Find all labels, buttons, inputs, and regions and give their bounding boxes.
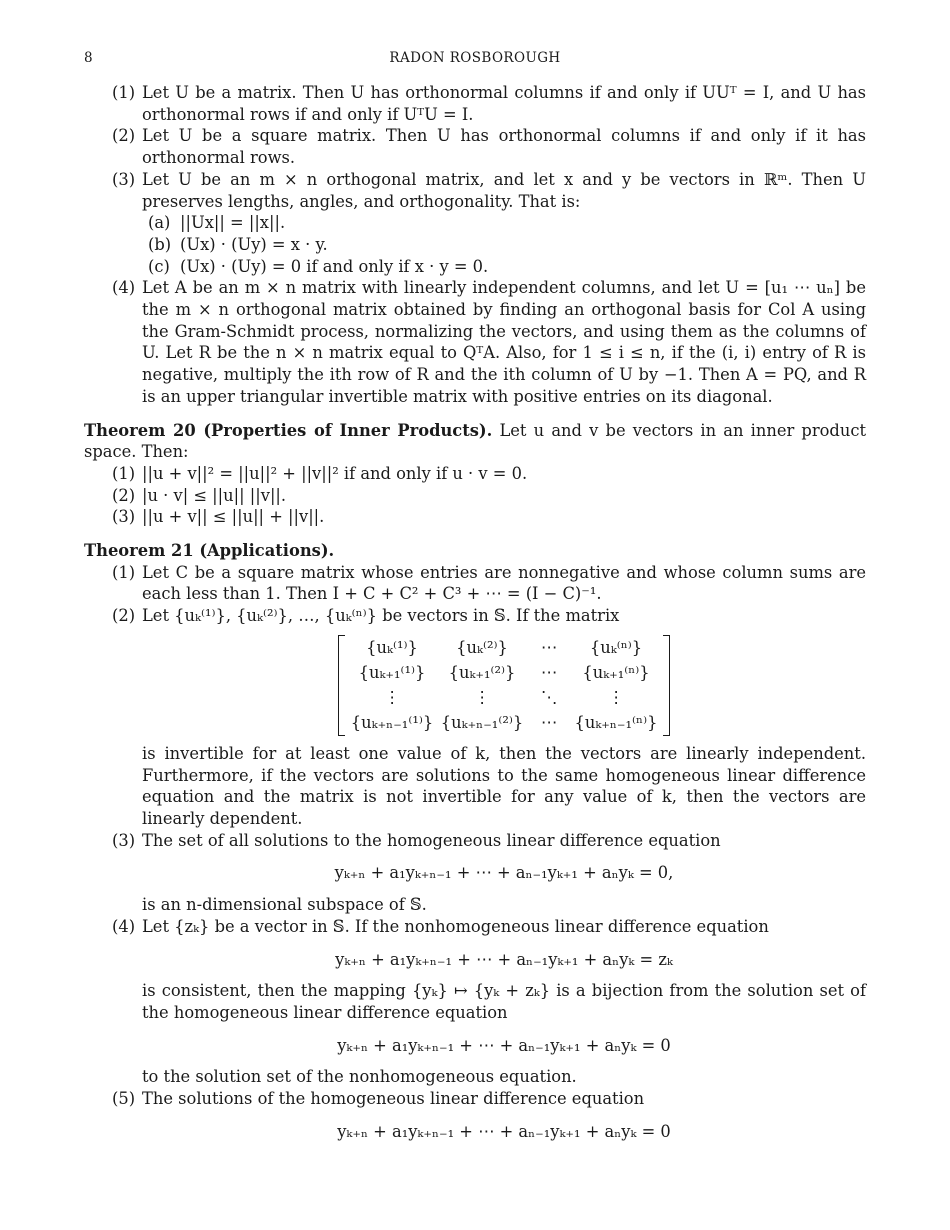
item-text: |u · v| ≤ ||u|| ||v||. [142,485,287,505]
display-equation: yₖ₊ₙ + a₁yₖ₊ₙ₋₁ + ⋯ + aₙ₋₁yₖ₊₁ + aₙyₖ = 0 [337,1035,671,1055]
item-number: (4) [112,916,136,936]
list-item [84,82,866,125]
list-item [84,463,866,485]
matrix-cell: {uₖ⁽ⁿ⁾} [589,637,643,657]
matrix-cell: ⋯ [540,637,558,657]
theorem-20-list [84,463,866,528]
theorem-title: Theorem 21 (Applications). [84,541,335,561]
sub-item [142,212,866,234]
list-item [84,562,866,605]
sub-item [142,256,866,278]
left-bracket [338,635,345,736]
item-number: (3) [112,830,136,850]
sub-item-text: (Ux) · (Uy) = 0 if and only if x · y = 0. [180,256,489,276]
sub-item-number: (c) [148,256,170,276]
theorem-title: Theorem 20 (Properties of Inner Products). [84,420,493,440]
item-continuation: is consistent, then the mapping {yₖ} ↦ {yₖ + zₖ} is a bijection from the solution set of the homogeneous linear difference equation [142,981,866,1022]
item-text: ||u + v|| ≤ ||u|| + ||v||. [142,507,325,527]
page-header [84,48,866,68]
item-number: (2) [112,126,136,146]
sub-item [142,234,866,256]
matrix-cell: {uₖ₊ₙ₋₁⁽ⁿ⁾} [574,712,658,732]
matrix-cell: {uₖ⁽²⁾} [456,637,508,657]
list-item [84,125,866,168]
item-text: Let {uₖ⁽¹⁾}, {uₖ⁽²⁾}, …, {uₖ⁽ⁿ⁾} be vectors in 𝕊. If the matrix [142,606,620,626]
matrix-cell: ⋯ [540,662,558,682]
display-equation: yₖ₊ₙ + a₁yₖ₊ₙ₋₁ + ⋯ + aₙ₋₁yₖ₊₁ + aₙyₖ = zₖ [335,949,673,969]
list-item [84,169,866,278]
item-number: (1) [112,463,136,483]
display-equation: yₖ₊ₙ + a₁yₖ₊ₙ₋₁ + ⋯ + aₙ₋₁yₖ₊₁ + aₙyₖ = 0 [337,1121,671,1141]
item-number: (3) [112,507,136,527]
item-continuation: is invertible for at least one value of k, then the vectors are linearly independent. Furthermore, if the vectors are solutions to the same homogeneous linear difference equation and the matrix is not invertible for any value of k, then the vectors are linearly dependent. [142,743,866,828]
item-number: (1) [112,83,136,102]
page-number: 8 [84,50,93,66]
matrix-cell: ⋯ [540,712,558,732]
matrix-cell: ⋮ [473,687,491,707]
orthogonal-matrix-list [84,82,866,408]
item-number: (2) [112,485,136,505]
list-item [84,506,866,528]
item-number: (4) [112,278,136,298]
list-item [84,830,866,916]
sub-item-number: (a) [148,213,171,233]
item-text: ||u + v||² = ||u||² + ||v||² if and only if u · v = 0. [142,463,528,483]
list-item [84,605,866,830]
matrix-cell: {uₖ₊ₙ₋₁⁽¹⁾} [350,712,434,732]
matrix-cell: ⋱ [540,687,558,707]
matrix-cell: {uₖ₊₁⁽¹⁾} [358,662,426,682]
list-item [84,277,866,407]
item-text: Let U be a square matrix. Then U has orthonormal columns if and only if it has orthonormal rows. [142,126,866,168]
matrix-cell: ⋮ [383,687,401,707]
item-text: Let C be a square matrix whose entries are nonnegative and whose column sums are each less than 1. Then I + C + C² + C³ + ⋯ = (I − C)⁻¹. [142,562,866,604]
item-text: The solutions of the homogeneous linear difference equation [142,1089,645,1109]
right-bracket [663,635,670,736]
wronskian-matrix [142,635,866,736]
page-content [84,82,866,1152]
matrix-cell: {uₖ₊₁⁽²⁾} [448,662,516,682]
theorem-21 [84,540,866,562]
item-number: (5) [112,1089,136,1109]
sub-list [142,212,866,277]
matrix-cell: {uₖ⁽¹⁾} [366,637,418,657]
sub-item-text: (Ux) · (Uy) = x · y. [180,234,328,254]
item-text: Let A be an m × n matrix with linearly independent columns, and let U = [u₁ ⋯ uₙ] be the m × n orthogonal matrix obtained by finding an orthogonal basis for Col A using the Gram-Schmidt process, normalizing the vectors, and using them as the columns of U. Let R be the n × n matrix equal to QᵀA. Also, for 1 ≤ i ≤ n, if the (i, i) entry of R is negative, multiply the ith row of R and the ith column of U by −1. Then A = PQ, and R is an upper triangular invertible matrix with positive entries on its diagonal. [142,278,866,406]
item-number: (3) [112,169,136,189]
list-item [84,916,866,1088]
list-item [84,1088,866,1142]
item-continuation: to the solution set of the nonhomogeneous equation. [142,1067,577,1087]
item-text: Let U be a matrix. Then U has orthonormal columns if and only if UUᵀ = I, and U has orthonormal rows if and only if UᵀU = I. [142,83,866,124]
theorem-20 [84,420,866,463]
item-number: (1) [112,562,136,582]
item-text: Let {zₖ} be a vector in 𝕊. If the nonhomogeneous linear difference equation [142,916,769,936]
matrix-cell: ⋮ [607,687,625,707]
display-equation: yₖ₊ₙ + a₁yₖ₊ₙ₋₁ + ⋯ + aₙ₋₁yₖ₊₁ + aₙyₖ = 0, [334,863,674,883]
item-text: Let U be an m × n orthogonal matrix, and let x and y be vectors in ℝᵐ. Then U preserves lengths, angles, and orthogonality. That is: [142,169,866,211]
theorem-21-list [84,562,866,1143]
item-number: (2) [112,606,136,626]
sub-item-number: (b) [148,234,172,254]
matrix-cell: {uₖ₊₁⁽ⁿ⁾} [582,662,650,682]
matrix-grid [345,635,663,736]
running-title: RADON ROSBOROUGH [389,50,561,66]
theorem-intro: Let u and v be vectors in an inner product space. Then: [84,420,866,462]
sub-item-text: ||Ux|| = ||x||. [180,213,286,233]
item-text: The set of all solutions to the homogeneous linear difference equation [142,830,721,850]
matrix-cell: {uₖ₊ₙ₋₁⁽²⁾} [440,712,524,732]
list-item [84,485,866,507]
item-continuation: is an n-dimensional subspace of 𝕊. [142,895,427,915]
